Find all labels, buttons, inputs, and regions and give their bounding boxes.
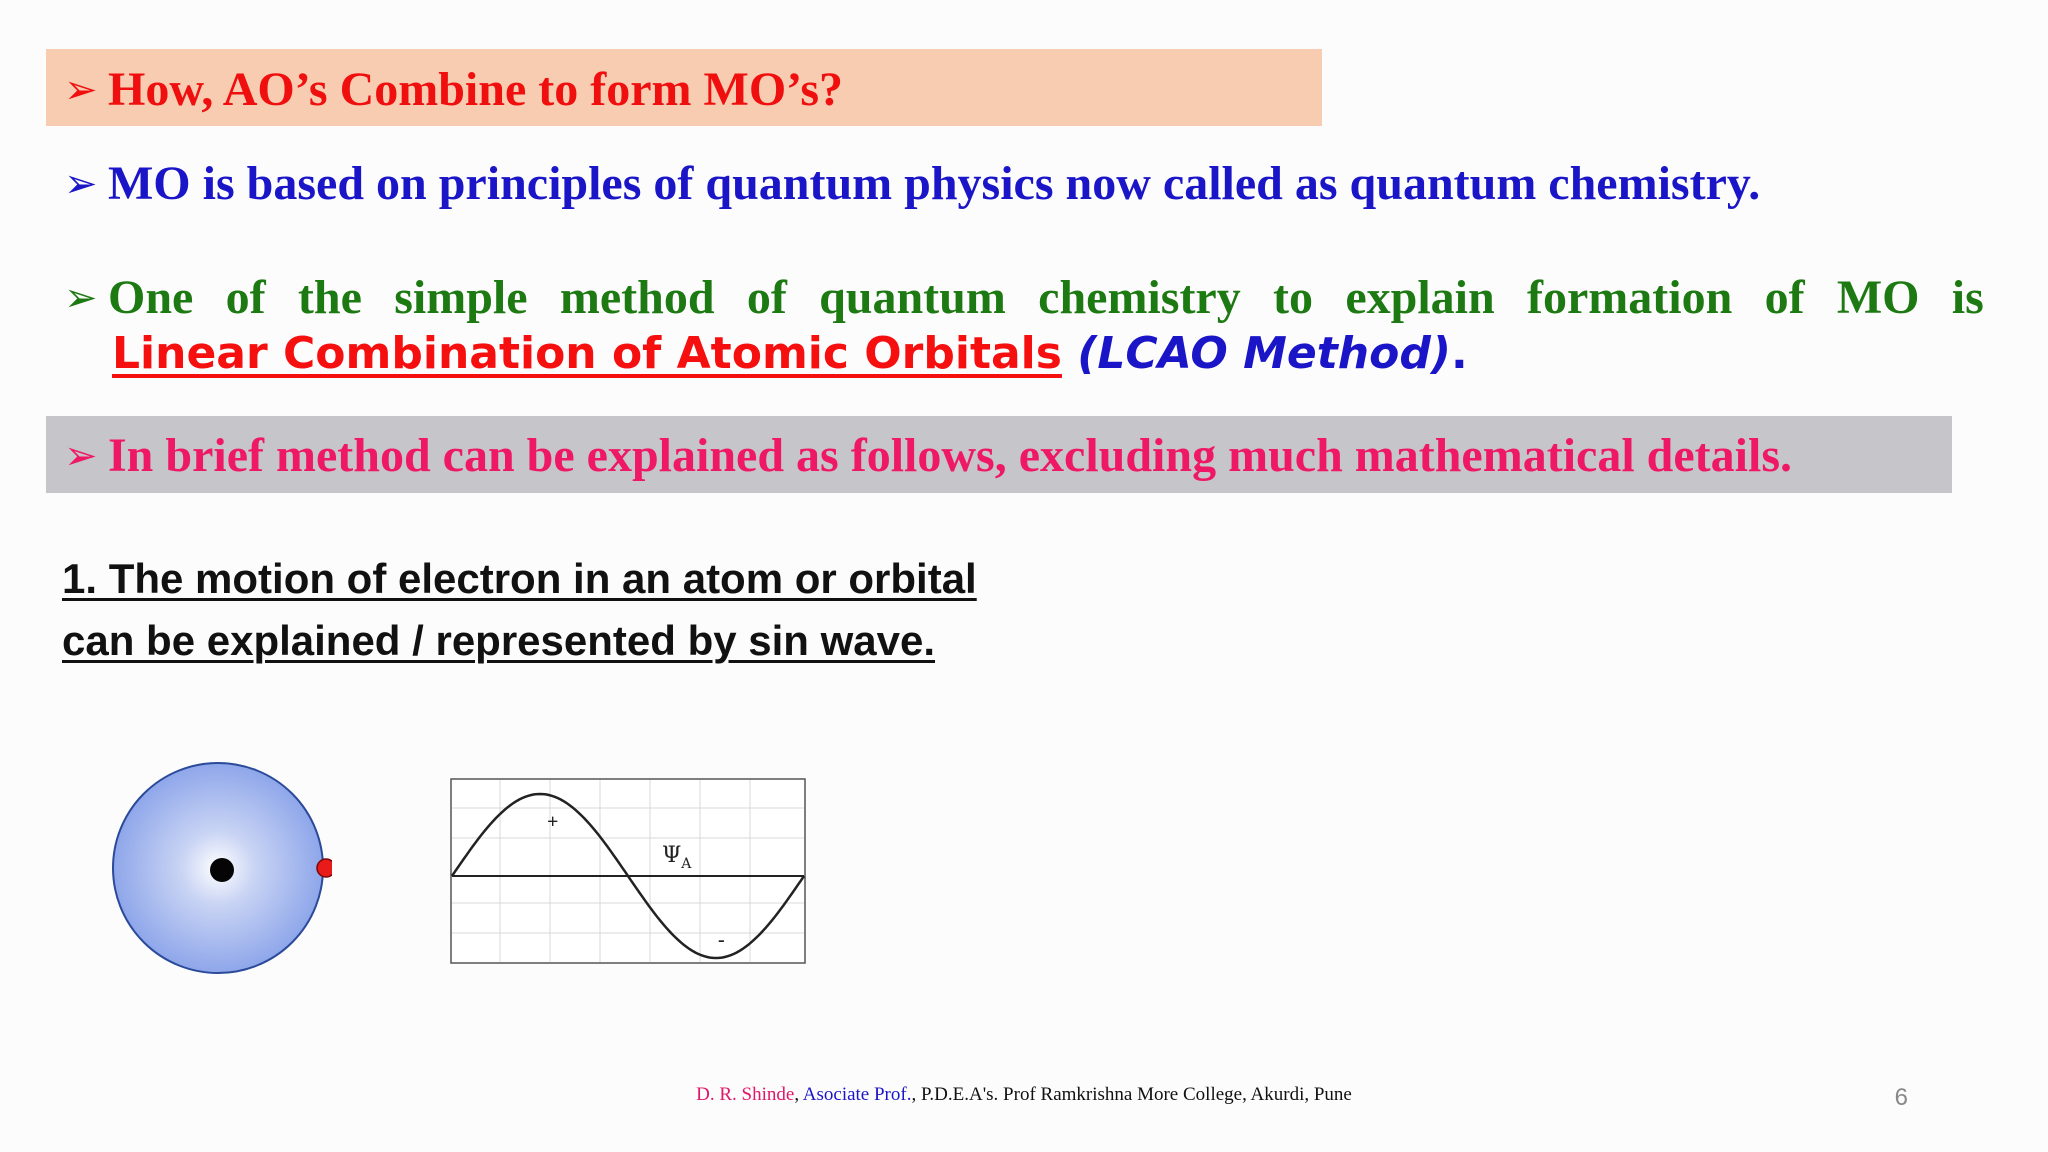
wave-frame: [451, 779, 805, 963]
sine-wave-diagram: [450, 778, 806, 964]
bullet-arrow-icon: ➢: [64, 161, 98, 207]
bullet-word: of: [1764, 271, 1805, 324]
bullet-brief-method: [64, 428, 1792, 484]
title-text: How, AO’s Combine to form MO’s?: [108, 63, 844, 116]
numbered-point-1: [62, 548, 977, 672]
bullet-word: is: [1951, 271, 1984, 324]
footer-separator: ,: [911, 1084, 921, 1105]
bullet-word: method: [559, 271, 715, 324]
bullet-arrow-icon: ➢: [64, 67, 98, 113]
bullet-arrow-icon: ➢: [64, 433, 98, 479]
bullet-mo-principles: [64, 156, 1760, 212]
bullet-word: of: [746, 271, 787, 324]
page-number: 6: [1894, 1084, 1908, 1111]
bullet-word: simple: [394, 271, 528, 324]
wave-psi-label: $\Psi_A$: [662, 843, 692, 872]
footer-author: D. R. Shinde: [696, 1084, 795, 1105]
numbered-point-line1: 1. The motion of electron in an atom or orbital: [62, 555, 977, 602]
footer-separator: ,: [794, 1084, 803, 1105]
wave-minus-label: -: [718, 929, 725, 951]
lcao-full-name: Linear Combination of Atomic Orbitals: [112, 328, 1062, 379]
bullet-word: to: [1273, 271, 1314, 324]
electron-dot: [317, 859, 332, 877]
bullet-word: of: [225, 271, 266, 324]
nucleus-dot: [210, 858, 234, 882]
bullet-word: explain: [1345, 271, 1495, 324]
bullet-text-line2: [64, 326, 1984, 382]
bullet-text-line1: [108, 270, 1984, 326]
lcao-abbreviation: (LCAO Method): [1077, 328, 1451, 379]
lcao-period: .: [1450, 328, 1468, 379]
bullet-text: In brief method can be explained as follows, excluding much mathematical details.: [108, 429, 1793, 482]
bullet-lcao: [64, 270, 1984, 382]
bullet-arrow-icon: ➢: [64, 275, 98, 321]
numbered-point-line2: can be explained / represented by sin wave.: [62, 617, 936, 664]
footer-institution: P.D.E.A's. Prof Ramkrishna More College, Akurdi, Pune: [920, 1084, 1352, 1105]
footer-role: Asociate Prof.: [802, 1084, 912, 1105]
bullet-text: MO is based on principles of quantum physics now called as quantum chemistry.: [108, 157, 1761, 210]
bullet-word: quantum: [819, 271, 1006, 324]
bullet-word: One: [108, 271, 194, 324]
bullet-word: chemistry: [1038, 271, 1241, 324]
bullet-word: formation: [1526, 271, 1733, 324]
footer-credit: [0, 1084, 2048, 1106]
wave-plus-label: +: [547, 811, 559, 833]
bullet-word: MO: [1836, 271, 1920, 324]
atom-diagram: [108, 758, 332, 982]
slide-title: [64, 62, 843, 118]
bullet-word: the: [297, 271, 362, 324]
